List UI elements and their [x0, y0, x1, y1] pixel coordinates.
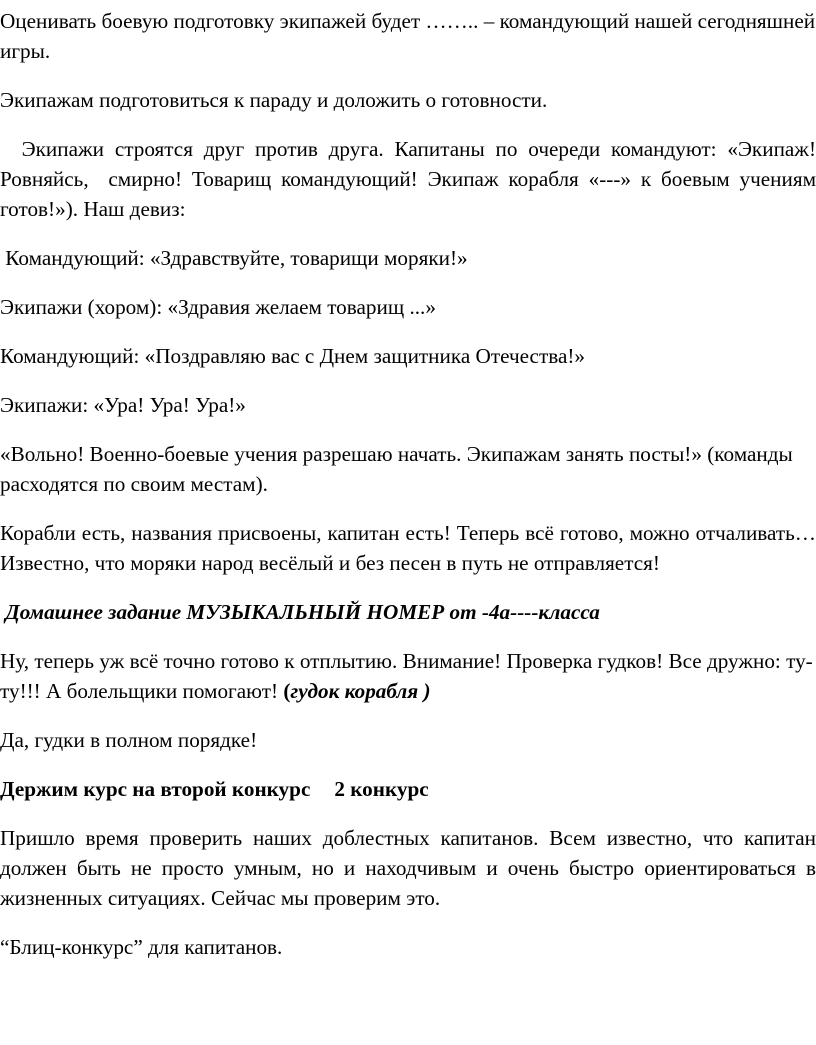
paragraph-homework-heading: Домашнее задание МУЗЫКАЛЬНЫЙ НОМЕР от -4а----класса — [0, 600, 600, 624]
horn-check-text: Ну, теперь уж всё точно готово к отплытию. Внимание! Проверка гудков! Все дружно: ту-ту!!! А болельщики помогают! — [0, 649, 813, 703]
paragraph-commander-intro: Оценивать боевую подготовку экипажей будет …….. – командующий нашей сегодняшней игры. — [0, 9, 816, 63]
paragraph-second-contest-heading — [0, 774, 816, 804]
paragraph-crews-hurray: Экипажи: «Ура! Ура! Ура!» — [0, 393, 246, 417]
horn-check-paren: ( — [283, 679, 291, 703]
paragraph-commander-greeting: Командующий: «Здравствуйте, товарищи моряки!» — [0, 246, 468, 270]
paragraph-horns-ok: Да, гудки в полном порядке! — [0, 728, 258, 752]
horn-check-note: гудок корабля ) — [290, 679, 431, 703]
paragraph-captains-check: Пришло время проверить наших доблестных капитанов. Всем известно, что капитан должен быть не просто умным, но и находчивым и очень быстро ориентироваться в жизненных ситуациях. Сейчас мы проверим это. — [0, 826, 816, 910]
paragraph-at-ease: «Вольно! Военно-боевые учения разрешаю начать. Экипажам занять посты!» (команды расходятся по своим местам). — [0, 442, 793, 496]
second-contest-course: Держим курс на второй конкурс — [0, 777, 311, 801]
paragraph-crews-line-up: Экипажи строятся друг против друга. Капитаны по очереди командуют: «Экипаж! Ровняйсь, смирно! Товарищ командующий! Экипаж корабля «---» к боевым учениям готов!»). Наш девиз: — [0, 137, 816, 221]
paragraph-commander-congrats: Командующий: «Поздравляю вас с Днем защитника Отечества!» — [0, 344, 586, 368]
paragraph-blitz-contest: “Блиц-конкурс” для капитанов. — [0, 935, 283, 959]
paragraph-parade-order: Экипажам подготовиться к параду и доложить о готовности. — [0, 88, 548, 112]
second-contest-label: 2 конкурс — [334, 777, 429, 801]
paragraph-crews-chorus: Экипажи (хором): «Здравия желаем товарищ ...» — [0, 295, 436, 319]
document-page — [0, 6, 816, 981]
paragraph-horn-check — [0, 646, 816, 706]
paragraph-ships-ready: Корабли есть, названия присвоены, капитан есть! Теперь всё готово, можно отчаливать…Известно, что моряки народ весёлый и без песен в путь не отправляется! — [0, 521, 816, 575]
